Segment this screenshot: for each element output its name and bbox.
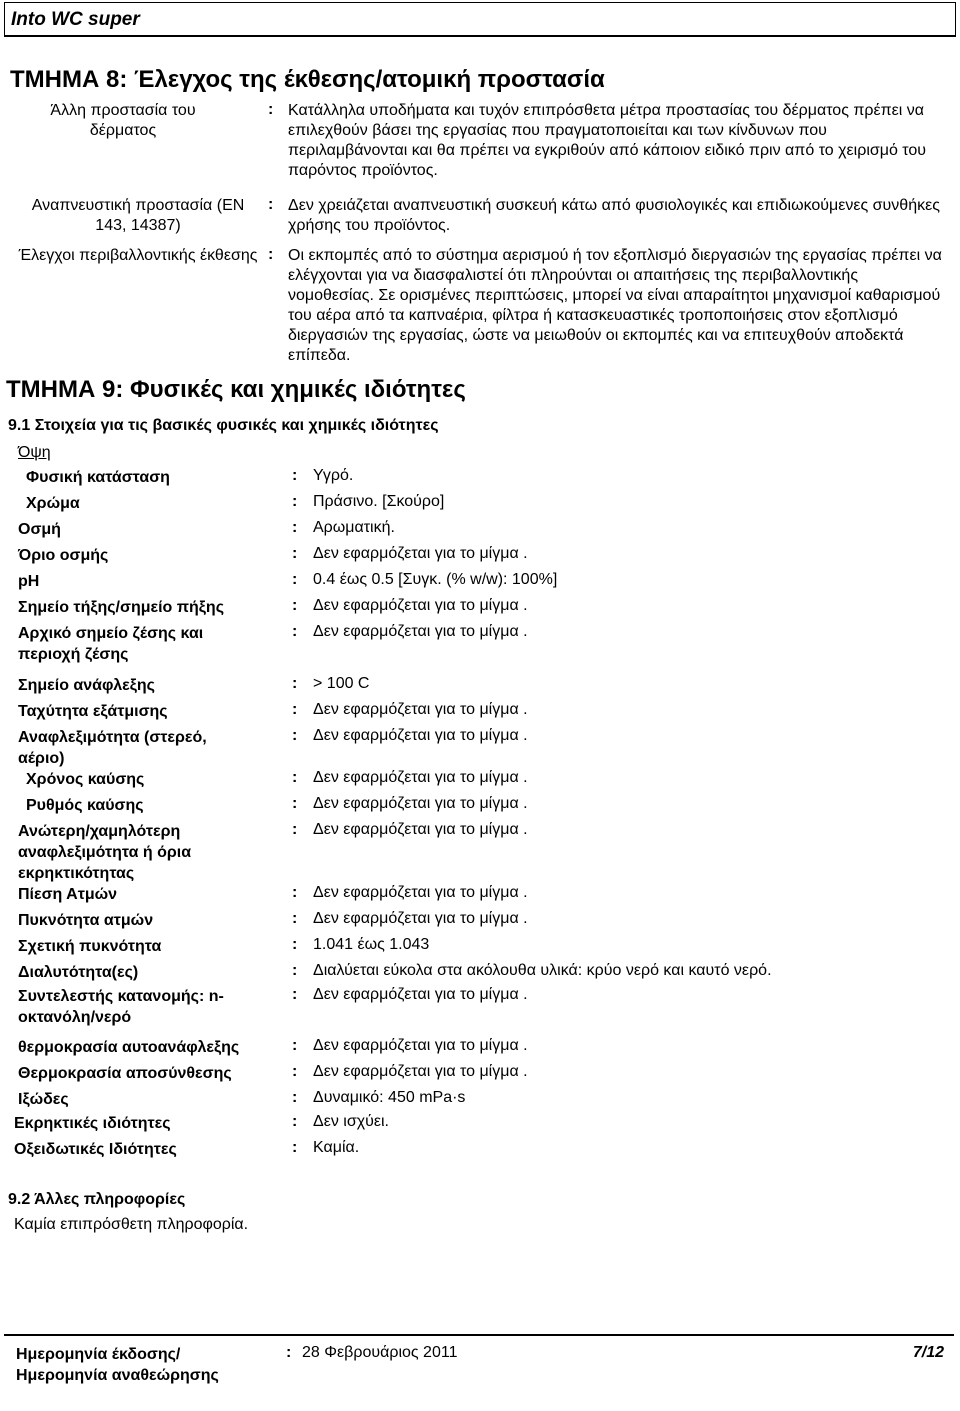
prop-label: Ανώτερη/χαμηλότερη αναφλεξιμότητα ή όρια εκρηκτικότητας — [18, 823, 192, 882]
footer-date: 28 Φεβρουάριος 2011 — [302, 1344, 458, 1361]
subsection-9-1-title: 9.1 Στοιχεία για τις βασικές φυσικές και χημικές ιδιότητες — [8, 417, 439, 434]
prop-label: θερμοκρασία αυτοανάφλεξης — [18, 1039, 240, 1056]
prop-colon: : — [292, 597, 298, 614]
prop-colon: : — [292, 467, 298, 484]
section-9-title: ΤΜΗΜΑ 9: Φυσικές και χημικές ιδιότητες — [6, 376, 466, 403]
prop-label: Διαλυτότητα(ες) — [18, 964, 139, 981]
product-name: Into WC super — [11, 9, 140, 30]
footer — [4, 1334, 954, 1406]
prop-label: Πίεση Ατμών — [18, 886, 118, 903]
prop-value: Δεν εφαρμόζεται για το μίγμα . — [313, 1063, 528, 1080]
page-number: 7/12 — [912, 1344, 944, 1361]
prop-label: Ιξώδες — [18, 1091, 69, 1108]
prop-colon: : — [292, 519, 298, 536]
s8-value-environmental: Οι εκπομπές από το σύστημα αερισμού ή τον εξοπλισμό διεργασιών της εργασίας πρέπει να ελέγχονται για να διασφαλιστεί ότι πληρούνται οι απαιτήσεις της περιβαλλοντικής νομοθεσίας. Σε ορισμένες περιπτώσεις, μπορεί να είναι απαραίτητοι μηχανισμοί καθαρισμού του αέρα από τα καπναέρια, φίλτρα ή κατασκευαστικές τροποποιήσεις στον εξοπλισμό διεργασιών της εργασίας, ώστε να μειωθούν οι εκπομπές και να επιτευχθούν αποδεκτά επίπεδα. — [288, 247, 942, 364]
other-info-text: Καμία επιπρόσθετη πληροφορία. — [14, 1216, 249, 1233]
prop-label: Ρυθμός καύσης — [26, 797, 144, 814]
prop-label: Αναφλεξιμότητα (στερεό, αέριο) — [18, 729, 207, 767]
prop-label: Αρχικό σημείο ζέσης και περιοχή ζέσης — [18, 625, 204, 663]
prop-colon: : — [292, 493, 298, 510]
prop-value: Δεν εφαρμόζεται για το μίγμα . — [313, 795, 528, 812]
prop-value: Διαλύεται εύκολα στα ακόλουθα υλικά: κρύο νερό και καυτό νερό. — [313, 962, 772, 979]
s8-colon: : — [268, 246, 274, 263]
prop-colon: : — [292, 1113, 298, 1130]
prop-label: Σημείο ανάφλεξης — [18, 677, 155, 694]
appearance-heading: Όψη — [18, 444, 51, 461]
prop-value: 1.041 έως 1.043 — [313, 936, 430, 953]
prop-label: Χρόνος καύσης — [26, 771, 145, 788]
s8-label-skin: Άλλη προστασία του δέρματος — [50, 102, 196, 139]
prop-value: Δεν ισχύει. — [313, 1113, 389, 1130]
prop-label: Θερμοκρασία αποσύνθεσης — [18, 1065, 232, 1082]
prop-value: Υγρό. — [313, 467, 354, 484]
footer-colon: : — [286, 1344, 292, 1361]
prop-colon: : — [292, 571, 298, 588]
s8-colon: : — [268, 196, 274, 213]
prop-label: Όριο οσμής — [18, 547, 109, 564]
prop-label: Οξειδωτικές Ιδιότητες — [14, 1141, 177, 1158]
prop-label: Σημείο τήξης/σημείο πήξης — [18, 599, 225, 616]
prop-colon: : — [292, 1063, 298, 1080]
prop-label: pH — [18, 573, 40, 590]
s8-label-respiratory: Αναπνευστική προστασία (EN 143, 14387) — [31, 197, 245, 234]
s8-value-respiratory: Δεν χρειάζεται αναπνευστική συσκευή κάτω από φυσιολογικές και επιδιωκούμενες συνθήκες χρήσης του προϊόντος. — [288, 197, 940, 234]
prop-value: > 100 C — [313, 675, 370, 692]
prop-colon: : — [292, 675, 298, 692]
prop-value: Δεν εφαρμόζεται για το μίγμα . — [313, 545, 528, 562]
prop-value: Δεν εφαρμόζεται για το μίγμα . — [313, 910, 528, 927]
prop-label: Φυσική κατάσταση — [26, 469, 170, 486]
s8-colon: : — [268, 101, 274, 118]
header-bar — [4, 2, 956, 37]
prop-value: Δεν εφαρμόζεται για το μίγμα . — [313, 597, 528, 614]
prop-colon: : — [292, 1139, 298, 1156]
prop-label: Χρώμα — [26, 495, 80, 512]
prop-colon: : — [292, 821, 298, 838]
section-8-title: ΤΜΗΜΑ 8: Έλεγχος της έκθεσης/ατομική προστασία — [10, 66, 605, 93]
prop-label: Εκρηκτικές ιδιότητες — [14, 1115, 171, 1132]
prop-colon: : — [292, 701, 298, 718]
subsection-9-2-title: 9.2 Άλλες πληροφορίες — [8, 1191, 186, 1208]
s8-label-environmental: Έλεγχοι περιβαλλοντικής έκθεσης — [18, 247, 258, 264]
prop-value: 0.4 έως 0.5 [Συγκ. (% w/w): 100%] — [313, 571, 558, 588]
prop-value: Δυναμικό: 450 mPa·s — [313, 1089, 466, 1106]
prop-value: Δεν εφαρμόζεται για το μίγμα . — [313, 986, 528, 1003]
prop-colon: : — [292, 1089, 298, 1106]
prop-value: Καμία. — [313, 1139, 360, 1156]
prop-colon: : — [292, 910, 298, 927]
prop-value: Δεν εφαρμόζεται για το μίγμα . — [313, 1037, 528, 1054]
prop-value: Δεν εφαρμόζεται για το μίγμα . — [313, 821, 528, 838]
prop-value: Αρωματική. — [313, 519, 395, 536]
prop-value: Δεν εφαρμόζεται για το μίγμα . — [313, 701, 528, 718]
prop-colon: : — [292, 962, 298, 979]
prop-colon: : — [292, 986, 298, 1003]
prop-colon: : — [292, 623, 298, 640]
prop-value: Πράσινο. [Σκούρο] — [313, 493, 445, 510]
prop-colon: : — [292, 884, 298, 901]
prop-colon: : — [292, 727, 298, 744]
prop-colon: : — [292, 936, 298, 953]
prop-value: Δεν εφαρμόζεται για το μίγμα . — [313, 769, 528, 786]
prop-colon: : — [292, 795, 298, 812]
prop-value: Δεν εφαρμόζεται για το μίγμα . — [313, 884, 528, 901]
prop-label: Πυκνότητα ατμών — [18, 912, 154, 929]
prop-label: Συντελεστής κατανομής: n-οκτανόλη/νερό — [18, 988, 224, 1026]
prop-colon: : — [292, 769, 298, 786]
prop-label: Ταχύτητα εξάτμισης — [18, 703, 168, 720]
footer-date-label: Ημερομηνία έκδοσης/Ημερομηνία αναθεώρησης — [16, 1346, 219, 1384]
prop-colon: : — [292, 545, 298, 562]
prop-value: Δεν εφαρμόζεται για το μίγμα . — [313, 623, 528, 640]
prop-colon: : — [292, 1037, 298, 1054]
prop-label: Σχετική πυκνότητα — [18, 938, 162, 955]
s8-value-skin: Κατάλληλα υποδήματα και τυχόν επιπρόσθετα μέτρα προστασίας του δέρματος πρέπει να επιλεχθούν βάσει της εργασίας που πραγματοποιείται και των κίνδυνων που περιλαμβάνονται και θα πρέπει να εγκριθούν από κάποιον ειδικό πριν από το χειρισμό του παρόντος προϊόντος. — [288, 102, 927, 179]
prop-value: Δεν εφαρμόζεται για το μίγμα . — [313, 727, 528, 744]
prop-label: Οσμή — [18, 521, 61, 538]
